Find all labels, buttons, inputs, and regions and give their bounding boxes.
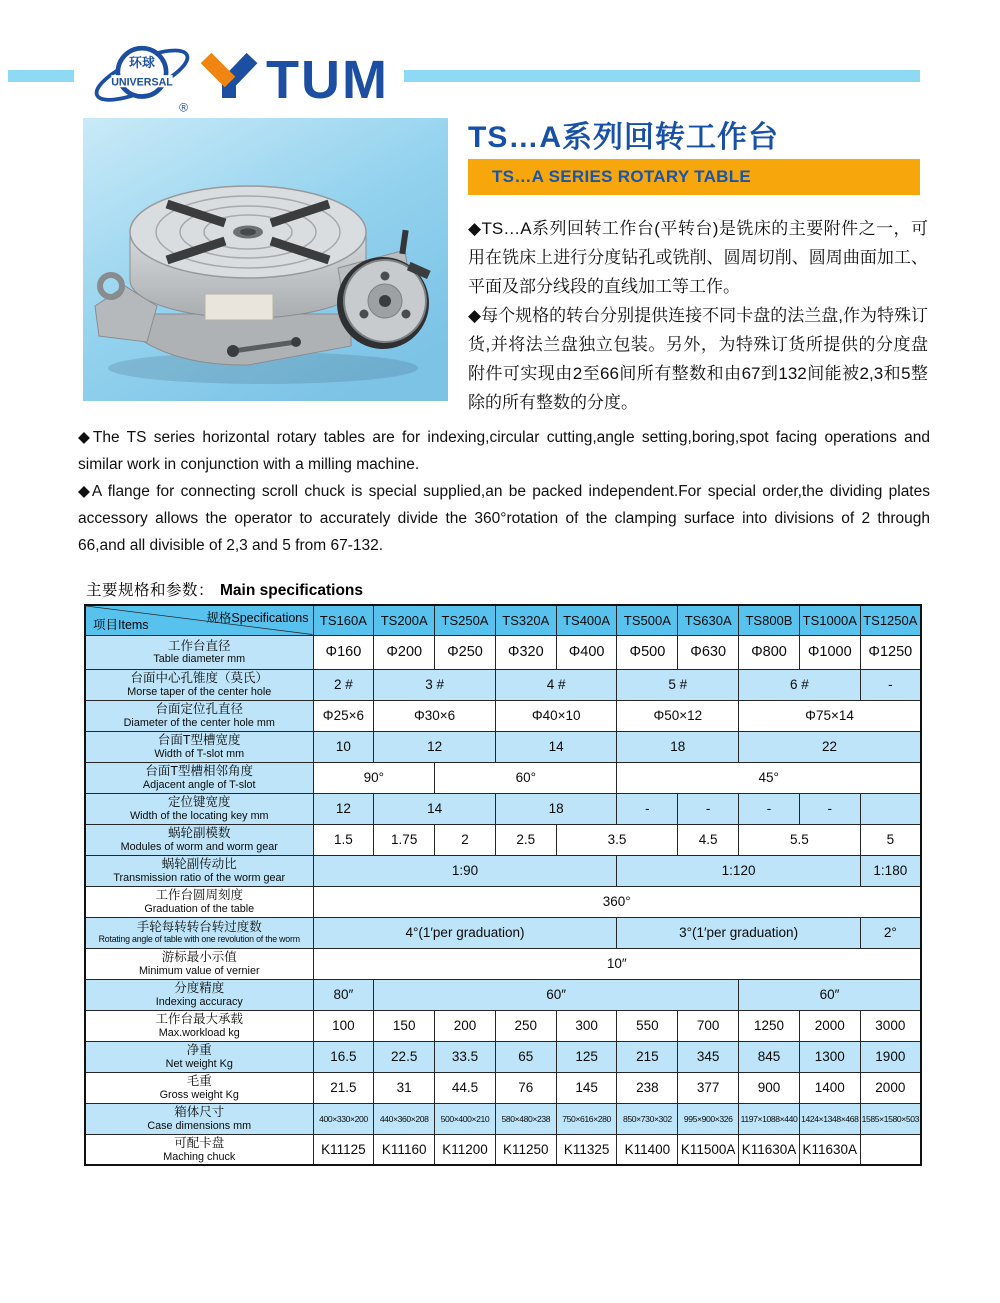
row-label-cn: 可配卡盘 <box>174 1135 225 1150</box>
row-label-cn: 毛重 <box>186 1074 212 1089</box>
page-title: TS…A系列回转工作台 <box>468 121 779 154</box>
spec-value: K11325 <box>556 1134 617 1165</box>
row-label <box>85 1103 313 1134</box>
spec-value: Φ75×14 <box>739 700 921 731</box>
spec-value: 18 <box>617 731 739 762</box>
column-header: TS160A <box>313 605 374 635</box>
spec-value: 44.5 <box>435 1072 496 1103</box>
row-label <box>85 886 313 917</box>
row-label <box>85 700 313 731</box>
globe-icon <box>90 38 194 114</box>
product-photo <box>83 118 448 401</box>
spec-row <box>85 979 921 1010</box>
spec-value: 440×360×208 <box>374 1103 435 1134</box>
spec-row <box>85 762 921 793</box>
spec-value: 4°(1′per graduation) <box>313 917 617 948</box>
specifications-table <box>84 604 922 1166</box>
spec-row <box>85 731 921 762</box>
spec-value: K11500A <box>678 1134 739 1165</box>
spec-value: 5 # <box>617 669 739 700</box>
spec-value: 76 <box>495 1072 556 1103</box>
spec-value: 360° <box>313 886 921 917</box>
spec-row <box>85 1010 921 1041</box>
spec-value: 90° <box>313 762 435 793</box>
column-header: TS800B <box>739 605 800 635</box>
spec-value: 14 <box>495 731 617 762</box>
row-label-cn: 台面T型槽宽度 <box>157 733 241 748</box>
spec-value: 300 <box>556 1010 617 1041</box>
paragraph: ◆The TS series horizontal rotary tables are for indexing,circular cutting,angle setting,boring,spot facing operations and similar work in conjunction with a milling machine. <box>78 429 930 473</box>
row-label <box>85 1041 313 1072</box>
spec-value: - <box>860 669 921 700</box>
spec-value: Φ500 <box>617 635 678 669</box>
intro-english <box>78 424 930 559</box>
rotary-table-illustration <box>83 118 448 401</box>
spec-value: K11630A <box>799 1134 860 1165</box>
spec-value: 215 <box>617 1041 678 1072</box>
spec-value: 33.5 <box>435 1041 496 1072</box>
row-label <box>85 1134 313 1165</box>
spec-value: K11125 <box>313 1134 374 1165</box>
spec-value: 4 # <box>495 669 617 700</box>
row-label <box>85 855 313 886</box>
row-label <box>85 669 313 700</box>
row-label <box>85 979 313 1010</box>
spec-row <box>85 917 921 948</box>
spec-value: 845 <box>739 1041 800 1072</box>
row-label-cn: 游标最小示值 <box>161 950 237 965</box>
spec-value: Φ1000 <box>799 635 860 669</box>
spec-value: - <box>617 793 678 824</box>
spec-row <box>85 635 921 669</box>
spec-value: 750×616×280 <box>556 1103 617 1134</box>
spec-value: 1:180 <box>860 855 921 886</box>
spec-value: 150 <box>374 1010 435 1041</box>
paragraph: ◆每个规格的转台分别提供连接不同卡盘的法兰盘,作为特殊订货,并将法兰盘独立包装。另外，为特殊订货所提供的分度盘附件可实现由2至66间所有整数和由67到132间能被2,3和5整除的所有整数的分度。 <box>468 306 928 412</box>
spec-row <box>85 1072 921 1103</box>
spec-value: Φ320 <box>495 635 556 669</box>
paragraph: ◆A flange for connecting scroll chuck is special supplied,an be packed independent.For special order,the dividing plates accessory allows the operator to accurately divide the 360°rotation of the clamping surface into divisions of 2 through 66,and all divisible of 2,3 and 5 from 67-132. <box>78 483 930 554</box>
spec-row <box>85 1041 921 1072</box>
spec-value: 345 <box>678 1041 739 1072</box>
ytum-logo-icon <box>196 46 401 102</box>
row-label-en: Max.workload kg <box>158 1026 240 1039</box>
column-header: TS1000A <box>799 605 860 635</box>
section-heading-en: Main specifications <box>220 582 363 599</box>
row-label-en: Modules of worm and worm gear <box>120 840 278 853</box>
spec-value: 3.5 <box>556 824 678 855</box>
spec-value: 995×900×326 <box>678 1103 739 1134</box>
row-label <box>85 1072 313 1103</box>
spec-value: 100 <box>313 1010 374 1041</box>
row-label-en: Table diameter mm <box>153 653 246 666</box>
spec-row <box>85 855 921 886</box>
row-label-cn: 箱体尺寸 <box>174 1105 225 1120</box>
spec-value: 60″ <box>374 979 739 1010</box>
spec-row <box>85 700 921 731</box>
column-header: TS1250A <box>860 605 921 635</box>
spec-value: 10″ <box>313 948 921 979</box>
spec-row <box>85 669 921 700</box>
row-label-en: Indexing accuracy <box>155 995 243 1008</box>
spec-value: 1197×1088×440 <box>739 1103 800 1134</box>
spec-value: 5 <box>860 824 921 855</box>
row-label-cn: 台面中心孔锥度（莫氏） <box>130 671 268 686</box>
spec-value: 65 <box>495 1041 556 1072</box>
spec-row <box>85 1134 921 1165</box>
row-label-en: Minimum value of vernier <box>138 964 260 977</box>
row-label-en: Rotating angle of table with one revolution of the worm <box>98 933 300 944</box>
spec-value: K11400 <box>617 1134 678 1165</box>
row-label-cn: 台面定位孔直径 <box>155 702 243 717</box>
row-label-en: Graduation of the table <box>144 902 255 915</box>
spec-value: Φ30×6 <box>374 700 496 731</box>
series-banner-label: TS…A SERIES ROTARY TABLE <box>492 167 752 186</box>
corner-spec-label: 规格Specifications <box>206 611 309 625</box>
spec-value: 500×400×210 <box>435 1103 496 1134</box>
row-label-en: Transmission ratio of the worm gear <box>113 871 286 884</box>
spec-value: 238 <box>617 1072 678 1103</box>
spec-value: K11630A <box>739 1134 800 1165</box>
column-header: TS200A <box>374 605 435 635</box>
paragraph: ◆TS…A系列回转工作台(平转台)是铣床的主要附件之一，可用在铣床上进行分度钻孔或铣削、圆周切削、圆周曲面加工、平面及部分线段的直线加工等工作。 <box>468 219 928 296</box>
spec-value: 400×330×200 <box>313 1103 374 1134</box>
spec-value: 31 <box>374 1072 435 1103</box>
row-label <box>85 731 313 762</box>
globe-en-text: UNIVERSAL <box>111 76 173 89</box>
spec-value: Φ50×12 <box>617 700 739 731</box>
ytum-logo <box>196 46 401 102</box>
registered-mark: ® <box>179 100 189 115</box>
row-label-cn: 工作台直径 <box>167 638 231 653</box>
spec-value: 1.75 <box>374 824 435 855</box>
row-label-cn: 净重 <box>186 1043 212 1058</box>
spec-value: Φ160 <box>313 635 374 669</box>
row-label-en: Net weight Kg <box>165 1057 233 1070</box>
header-rule-right <box>404 70 920 82</box>
row-label-en: Gross weight Kg <box>159 1088 239 1101</box>
row-label <box>85 948 313 979</box>
spec-value: 1585×1580×503 <box>860 1103 921 1134</box>
row-label-en: Width of the locating key mm <box>129 809 269 822</box>
spec-value: K11160 <box>374 1134 435 1165</box>
spec-value: 1400 <box>799 1072 860 1103</box>
column-header: TS320A <box>495 605 556 635</box>
spec-value: Φ250 <box>435 635 496 669</box>
row-label-en: Width of T-slot mm <box>154 747 245 760</box>
spec-row <box>85 824 921 855</box>
row-label-en: Diameter of the center hole mm <box>123 716 275 729</box>
spec-value: Φ40×10 <box>495 700 617 731</box>
spec-value: Φ630 <box>678 635 739 669</box>
row-label-en: Maching chuck <box>163 1150 236 1163</box>
spec-value: - <box>678 793 739 824</box>
spec-value: Φ1250 <box>860 635 921 669</box>
spec-value: 12 <box>313 793 374 824</box>
spec-value: 2 <box>435 824 496 855</box>
spec-value: 125 <box>556 1041 617 1072</box>
spec-value: 1:120 <box>617 855 860 886</box>
column-header: TS250A <box>435 605 496 635</box>
universal-globe-logo <box>90 38 194 115</box>
header-rule-left <box>8 70 74 82</box>
section-heading <box>86 578 363 600</box>
spec-value: 2000 <box>799 1010 860 1041</box>
spec-value: - <box>799 793 860 824</box>
spec-value: 2° <box>860 917 921 948</box>
spec-value: 1300 <box>799 1041 860 1072</box>
row-label <box>85 635 313 669</box>
spec-value: 21.5 <box>313 1072 374 1103</box>
spec-value: 5.5 <box>739 824 861 855</box>
row-label-cn: 分度精度 <box>174 981 225 996</box>
spec-row <box>85 886 921 917</box>
spec-value: 1.5 <box>313 824 374 855</box>
row-label-en: Adjacent angle of T-slot <box>142 778 256 791</box>
table-corner-cell <box>85 605 313 635</box>
row-label-cn: 工作台圆周刻度 <box>155 888 243 903</box>
row-label-cn: 蜗轮副模数 <box>167 826 231 841</box>
section-heading-cn: 主要规格和参数： <box>86 582 215 599</box>
spec-value: 10 <box>313 731 374 762</box>
spec-value: Φ400 <box>556 635 617 669</box>
spec-value: 22 <box>739 731 921 762</box>
spec-value: 1:90 <box>313 855 617 886</box>
column-header: TS500A <box>617 605 678 635</box>
row-label <box>85 1010 313 1041</box>
row-label <box>85 793 313 824</box>
spec-value: 700 <box>678 1010 739 1041</box>
spec-value: 900 <box>739 1072 800 1103</box>
spec-value: 850×730×302 <box>617 1103 678 1134</box>
spec-value: Φ800 <box>739 635 800 669</box>
row-label-cn: 手轮每转转台转过度数 <box>136 920 262 935</box>
spec-value: 1424×1348×468 <box>799 1103 860 1134</box>
spec-value: 3°(1′per graduation) <box>617 917 860 948</box>
row-label <box>85 917 313 948</box>
row-label-en: Morse taper of the center hole <box>127 685 272 698</box>
spec-value: 16.5 <box>313 1041 374 1072</box>
spec-value: 14 <box>374 793 496 824</box>
spec-value: 45° <box>617 762 921 793</box>
spec-value <box>860 1134 921 1165</box>
spec-value: K11200 <box>435 1134 496 1165</box>
ytum-text: TUM <box>266 50 389 102</box>
spec-value: 2000 <box>860 1072 921 1103</box>
spec-value: 2 # <box>313 669 374 700</box>
spec-value: Φ200 <box>374 635 435 669</box>
corner-items-label: 项目Items <box>93 617 149 632</box>
row-label-cn: 蜗轮副传动比 <box>161 857 237 872</box>
spec-value: 60° <box>435 762 617 793</box>
spec-value: 2.5 <box>495 824 556 855</box>
spec-value: Φ25×6 <box>313 700 374 731</box>
intro-chinese <box>468 214 928 417</box>
row-label <box>85 824 313 855</box>
spec-value: 6 # <box>739 669 861 700</box>
spec-value: 3000 <box>860 1010 921 1041</box>
column-header: TS400A <box>556 605 617 635</box>
spec-value: 1250 <box>739 1010 800 1041</box>
spec-value: 12 <box>374 731 496 762</box>
spec-row <box>85 1103 921 1134</box>
spec-value: 550 <box>617 1010 678 1041</box>
spec-value: 1900 <box>860 1041 921 1072</box>
spec-value: 4.5 <box>678 824 739 855</box>
spec-value: 250 <box>495 1010 556 1041</box>
spec-value: 145 <box>556 1072 617 1103</box>
column-header: TS630A <box>678 605 739 635</box>
row-label-en: Case dimensions mm <box>147 1119 252 1132</box>
spec-value: 377 <box>678 1072 739 1103</box>
spec-value: 22.5 <box>374 1041 435 1072</box>
series-banner <box>468 159 920 195</box>
spec-row <box>85 793 921 824</box>
spec-value: 200 <box>435 1010 496 1041</box>
spec-value: 580×480×238 <box>495 1103 556 1134</box>
spec-value: 80″ <box>313 979 374 1010</box>
spec-value: - <box>739 793 800 824</box>
row-label-cn: 工作台最大承载 <box>155 1012 243 1027</box>
spec-value: 18 <box>495 793 617 824</box>
spec-value: K11250 <box>495 1134 556 1165</box>
row-label <box>85 762 313 793</box>
spec-value <box>860 793 921 824</box>
spec-value: 3 # <box>374 669 496 700</box>
row-label-cn: 台面T型槽相邻角度 <box>145 764 254 779</box>
spec-row <box>85 948 921 979</box>
spec-value: 60″ <box>739 979 921 1010</box>
globe-cn-text: 环球 <box>129 54 155 70</box>
row-label-cn: 定位键宽度 <box>167 795 231 810</box>
